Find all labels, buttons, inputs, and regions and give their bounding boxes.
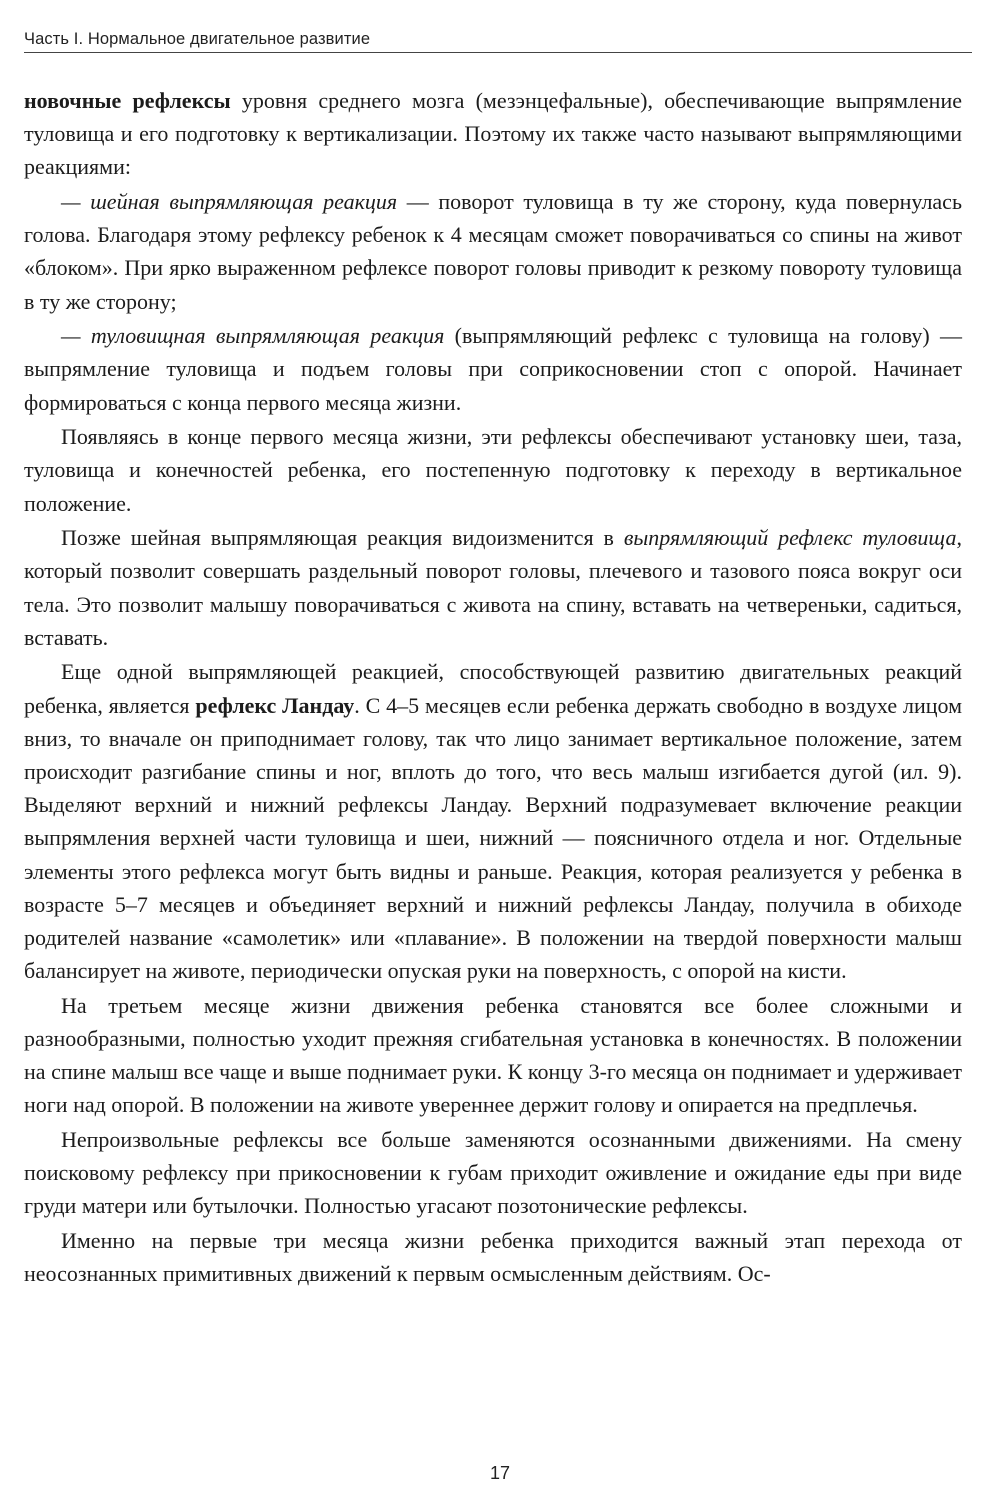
paragraph-text: уровня среднего мозга (мезэнцефальные), обеспечивающие выпрямление туловища и его подготовку к вертикализации. Поэтому их также часто называют выпрямляющими реакциями: xyxy=(24,88,962,180)
paragraph-text: , который позволит совершать раздельный поворот головы, плечевого и тазового пояса вокруг оси тела. Это позволит малышу поворачиваться с живота на спину, вставать на четвереньки, садиться, вставать. xyxy=(24,525,962,650)
paragraph-text: . С 4–5 месяцев если ребенка держать свободно в воздухе лицом вниз, то вначале он приподнимает голову, так что лицо занимает вертикальное положение, затем происходит разгибание спины и ног, вплоть до того, что весь малыш изгибается дугой (ил. 9). Выделяют верхний и нижний рефлексы Ландау. Верхний подразумевает включение реакции выпрямления верхней части туловища и шеи, нижний — поясничного отдела и ног. Отдельные элементы этого рефлекса могут быть видны и раньше. Реакция, которая реализуется у ребенка в возрасте 5–7 месяцев и объединяет верхний и нижний рефлексы Ландау, получила в обиходе родителей название «самолетик» или «плавание». В положении на твердой поверхности малыш балансирует на животе, периодически опуская руки на поверхность, с опорой на кисти. xyxy=(24,692,962,984)
paragraph xyxy=(24,1224,962,1290)
paragraph-text: На третьем месяце жизни движения ребенка становятся все более сложными и разнообразными, полностью уходит прежняя сгибательная установка в конечностях. В положении на спине малыш все чаще и выше поднимает руки. К концу 3-го месяца он поднимает и удерживает ноги над опорой. В положении на животе увереннее держит голову и опирается на предплечья. xyxy=(24,992,962,1118)
page-number: 17 xyxy=(489,1463,511,1483)
paragraph-text: Непроизвольные рефлексы все больше заменяются осознанными движениями. На смену поисковому рефлексу при прикосновении к губам приходит оживление и ожидание еды при виде груди матери или бутылочки. Полностью угасают позотонические рефлексы. xyxy=(24,1127,962,1219)
italic-term: выпрямляющий рефлекс туловища xyxy=(623,525,957,551)
paragraph-text: — поворот туловища в ту же сторону, куда повернулась голова. Благодаря этому рефлексу ребенок к 4 месяцам сможет поворачиваться со спины на живот «блоком». При ярко выраженном рефлексе поворот головы приводит к резкому повороту туловища в ту же сторону; xyxy=(24,189,962,314)
list-item xyxy=(24,185,962,318)
paragraph xyxy=(24,1123,962,1223)
paragraph xyxy=(24,521,962,654)
header-rule xyxy=(24,52,972,53)
body-text xyxy=(24,84,962,1292)
paragraph xyxy=(24,420,962,520)
paragraph-text: Еще одной выпрямляющей реакцией, способствующей развитию двигательных реакций ребенка, является xyxy=(24,659,962,718)
paragraph xyxy=(24,655,962,987)
paragraph-text: Появляясь в конце первого месяца жизни, эти рефлексы обеспечивают установку шеи, таза, туловища и конечностей ребенка, его постепенную подготовку к переходу в вертикальное положение. xyxy=(24,424,962,516)
italic-term: — шейная выпрямляющая реакция xyxy=(61,189,398,214)
paragraph-text: Позже шейная выпрямляющая реакция видоизменится в xyxy=(61,525,624,551)
paragraph xyxy=(24,989,962,1122)
paragraph-text: (выпрямляющий рефлекс с туловища на голову) — выпрямление туловища и подъем головы при соприкосновении стоп с опорой. Начинает формироваться с конца первого месяца жизни. xyxy=(24,323,962,415)
bold-term: рефлекс Ландау xyxy=(195,692,355,718)
paragraph-text: Именно на первые три месяца жизни ребенка приходится важный этап перехода от неосознанных примитивных движений к первым осмысленным действиям. Ос- xyxy=(24,1228,962,1287)
list-item xyxy=(24,319,962,419)
paragraph xyxy=(24,84,962,184)
running-header: Часть I. Нормальное двигательное развитие xyxy=(24,30,371,48)
italic-term: — туловищная выпрямляющая реакция xyxy=(61,323,445,349)
bold-term: новочные рефлексы xyxy=(24,88,231,113)
